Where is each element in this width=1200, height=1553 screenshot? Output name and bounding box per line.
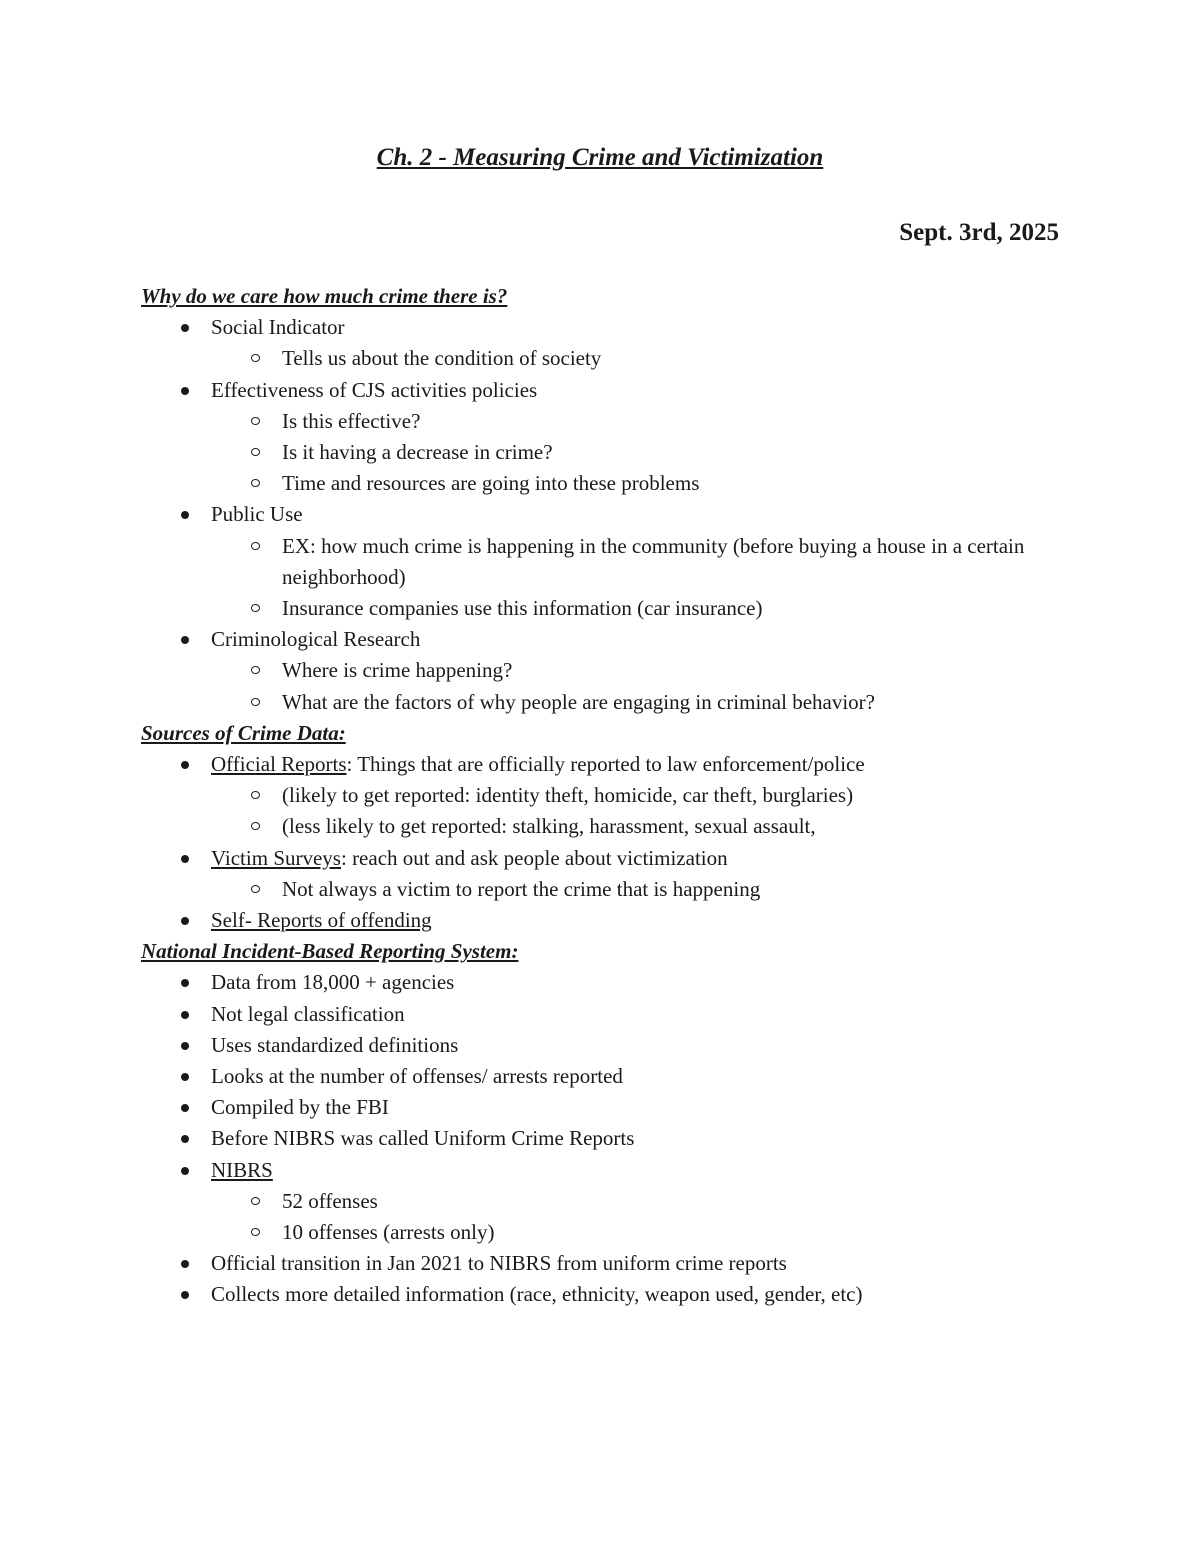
bullet-circle-icon <box>251 354 260 362</box>
list-item <box>141 624 1061 655</box>
list-item-text: : reach out and ask people about victimization <box>340 845 728 870</box>
sub-list-item-text: Where is crime happening? <box>282 658 513 683</box>
list-item-term: Victim Surveys <box>211 845 341 870</box>
bullet-circle-icon <box>251 417 260 425</box>
bullet-circle-icon <box>251 822 260 830</box>
list-item <box>141 312 1061 343</box>
sub-list-item-text: Not always a victim to report the crime that is happening <box>282 876 761 901</box>
sub-list-item <box>141 687 1061 718</box>
bullet-disc-icon <box>181 1260 189 1268</box>
list-item-text: Not legal classification <box>211 1001 405 1026</box>
section-heading: Sources of Crime Data: <box>141 720 346 745</box>
bullet-circle-icon <box>251 885 260 893</box>
section-heading: National Incident-Based Reporting System: <box>141 939 519 964</box>
sub-list-item-text: 52 offenses <box>282 1188 378 1213</box>
document-date: Sept. 3rd, 2025 <box>899 219 1059 246</box>
sub-list-item <box>141 655 1061 686</box>
sub-list-item-text: Insurance companies use this information (car insurance) <box>282 596 763 621</box>
list-item-term: Official Reports <box>211 752 347 777</box>
list-item <box>141 905 1061 936</box>
section-heading: Why do we care how much crime there is? <box>141 284 508 308</box>
bullet-disc-icon <box>181 1291 189 1299</box>
list-item <box>141 1092 1061 1123</box>
list-item <box>141 1061 1061 1092</box>
notes-body <box>141 281 1061 1311</box>
list-item-text: Looks at the number of offenses/ arrests reported <box>211 1064 623 1089</box>
bullet-disc-icon <box>181 1011 189 1019</box>
sub-list-item <box>141 406 1061 437</box>
list-item-text: Before NIBRS was called Uniform Crime Reports <box>211 1126 635 1151</box>
list-item <box>141 1279 1061 1310</box>
sub-list-item <box>141 874 1061 905</box>
bullet-disc-icon <box>181 855 189 863</box>
list-item <box>141 749 1061 780</box>
list-item-text: Collects more detailed information (race, ethnicity, weapon used, gender, etc) <box>211 1282 863 1307</box>
sub-list-item <box>141 437 1061 468</box>
document-title: Ch. 2 - Measuring Crime and Victimization <box>376 144 824 171</box>
bullet-disc-icon <box>181 979 189 987</box>
bullet-disc-icon <box>181 1104 189 1112</box>
list-item-text: : Things that are officially reported to law enforcement/police <box>346 752 865 777</box>
bullet-disc-icon <box>181 636 189 644</box>
bullet-disc-icon <box>181 1167 189 1175</box>
sub-list-item-text: (less likely to get reported: stalking, harassment, sexual assault, <box>282 814 816 839</box>
list-item-text: Data from 18,000 + agencies <box>211 970 455 995</box>
sub-list-item <box>141 1217 1061 1248</box>
bullet-disc-icon <box>181 917 189 925</box>
list-item <box>141 967 1061 998</box>
sub-list-item-text: EX: how much crime is happening in the community (before buying a house in a certain neighborhood) <box>282 533 1025 589</box>
list-item <box>141 999 1061 1030</box>
list-item <box>141 1155 1061 1186</box>
list-item <box>141 499 1061 530</box>
list-item-term: Self- Reports of offending <box>211 908 432 933</box>
list-item-text: Uses standardized definitions <box>211 1032 459 1057</box>
bullet-disc-icon <box>181 1073 189 1081</box>
list-item-term: NIBRS <box>211 1157 273 1182</box>
sub-list-item <box>141 780 1061 811</box>
bullet-disc-icon <box>181 387 189 395</box>
bullet-disc-icon <box>181 761 189 769</box>
sub-list-item-text: Tells us about the condition of society <box>282 346 602 371</box>
list-item-text: Public Use <box>211 502 303 527</box>
sub-list-item <box>141 593 1061 624</box>
bullet-circle-icon <box>251 604 260 612</box>
sub-list-item-text: Is it having a decrease in crime? <box>282 440 553 464</box>
list-item-text: Official transition in Jan 2021 to NIBRS from uniform crime reports <box>211 1251 787 1276</box>
sub-list-item <box>141 468 1061 499</box>
sub-list-item-text: (likely to get reported: identity theft, homicide, car theft, burglaries) <box>282 783 854 808</box>
bullet-disc-icon <box>181 1135 189 1143</box>
bullet-circle-icon <box>251 1228 260 1236</box>
sub-list-item <box>141 531 1061 593</box>
list-item <box>141 1030 1061 1061</box>
sub-list-item <box>141 1186 1061 1217</box>
list-item <box>141 1248 1061 1279</box>
list-item-text: Social Indicator <box>211 315 345 340</box>
sub-list-item-text: What are the factors of why people are engaging in criminal behavior? <box>282 689 875 714</box>
sub-list-item-text: Time and resources are going into these problems <box>282 471 700 496</box>
sub-list-item-text: Is this effective? <box>282 408 421 433</box>
bullet-circle-icon <box>251 666 260 674</box>
list-item-text: Criminological Research <box>211 627 421 652</box>
bullet-circle-icon <box>251 542 260 550</box>
list-item-text: Compiled by the FBI <box>211 1095 389 1120</box>
bullet-circle-icon <box>251 448 260 456</box>
bullet-circle-icon <box>251 698 260 706</box>
bullet-disc-icon <box>181 1042 189 1050</box>
list-item <box>141 375 1061 406</box>
list-item <box>141 1123 1061 1154</box>
bullet-disc-icon <box>181 324 189 332</box>
bullet-disc-icon <box>181 511 189 519</box>
list-item-text: Effectiveness of CJS activities policies <box>211 377 538 402</box>
sub-list-item <box>141 343 1061 374</box>
bullet-circle-icon <box>251 479 260 487</box>
sub-list-item <box>141 811 1061 842</box>
list-item <box>141 843 1061 874</box>
bullet-circle-icon <box>251 1197 260 1205</box>
sub-list-item-text: 10 offenses (arrests only) <box>282 1220 495 1245</box>
bullet-circle-icon <box>251 791 260 799</box>
